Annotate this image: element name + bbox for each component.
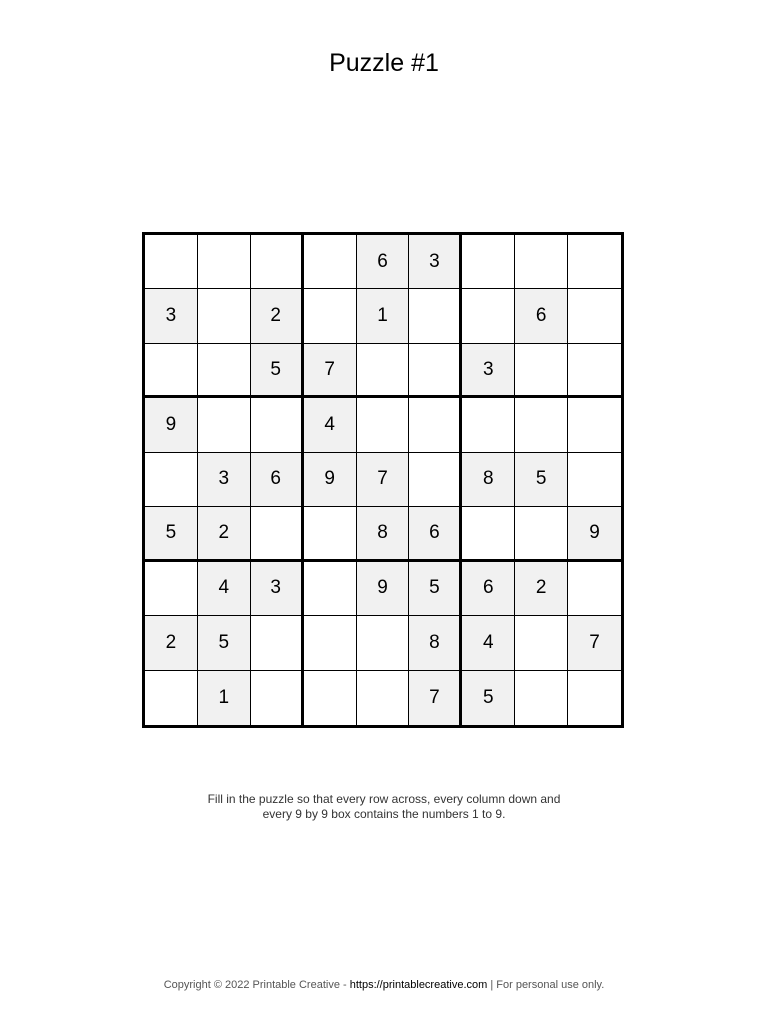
website-link[interactable]: https://printablecreative.com — [349, 979, 488, 991]
sudoku-cell-r1-c4[interactable] — [304, 235, 357, 289]
sudoku-cell-r7-c4[interactable] — [304, 562, 357, 616]
sudoku-cell-r4-c3[interactable] — [251, 398, 304, 452]
sudoku-cell-r8-c6: 8 — [409, 616, 462, 670]
sudoku-grid — [142, 232, 624, 728]
footer — [0, 978, 768, 992]
sudoku-cell-r3-c9[interactable] — [568, 344, 621, 398]
copyright-text: Copyright © 2022 Printable Creative - — [163, 979, 350, 991]
sudoku-cell-r8-c7: 4 — [462, 616, 515, 670]
sudoku-cell-r3-c5[interactable] — [357, 344, 410, 398]
sudoku-cell-r1-c7[interactable] — [462, 235, 515, 289]
sudoku-cell-r3-c7: 3 — [462, 344, 515, 398]
sudoku-cell-r1-c5: 6 — [357, 235, 410, 289]
sudoku-cell-r8-c3[interactable] — [251, 616, 304, 670]
sudoku-cell-r1-c2[interactable] — [198, 235, 251, 289]
sudoku-cell-r9-c6: 7 — [409, 671, 462, 725]
sudoku-cell-r1-c6: 3 — [409, 235, 462, 289]
sudoku-cell-r4-c4: 4 — [304, 398, 357, 452]
sudoku-cell-r1-c1[interactable] — [145, 235, 198, 289]
sudoku-cell-r9-c3[interactable] — [251, 671, 304, 725]
sudoku-cell-r2-c8: 6 — [515, 289, 568, 343]
sudoku-cell-r2-c7[interactable] — [462, 289, 515, 343]
sudoku-cell-r3-c4: 7 — [304, 344, 357, 398]
sudoku-cell-r1-c9[interactable] — [568, 235, 621, 289]
usage-note: | For personal use only. — [487, 979, 605, 991]
sudoku-cell-r2-c4[interactable] — [304, 289, 357, 343]
sudoku-cell-r6-c8[interactable] — [515, 507, 568, 561]
puzzle-title: Puzzle #1 — [329, 49, 439, 77]
sudoku-cell-r8-c8[interactable] — [515, 616, 568, 670]
instructions-line-1: Fill in the puzzle so that every row across, every column down and — [207, 792, 561, 806]
sudoku-cell-r3-c3: 5 — [251, 344, 304, 398]
sudoku-cell-r4-c8[interactable] — [515, 398, 568, 452]
sudoku-cell-r2-c1: 3 — [145, 289, 198, 343]
sudoku-cell-r5-c7: 8 — [462, 453, 515, 507]
sudoku-cell-r5-c1[interactable] — [145, 453, 198, 507]
sudoku-cell-r4-c7[interactable] — [462, 398, 515, 452]
sudoku-cell-r4-c2[interactable] — [198, 398, 251, 452]
sudoku-cell-r5-c4: 9 — [304, 453, 357, 507]
sudoku-cell-r5-c5: 7 — [357, 453, 410, 507]
sudoku-cell-r4-c1: 9 — [145, 398, 198, 452]
sudoku-cell-r3-c6[interactable] — [409, 344, 462, 398]
sudoku-cell-r8-c9: 7 — [568, 616, 621, 670]
sudoku-cell-r2-c5: 1 — [357, 289, 410, 343]
sudoku-cell-r5-c6[interactable] — [409, 453, 462, 507]
sudoku-cell-r7-c6: 5 — [409, 562, 462, 616]
sudoku-cell-r8-c1: 2 — [145, 616, 198, 670]
sudoku-cell-r2-c3: 2 — [251, 289, 304, 343]
sudoku-cell-r1-c8[interactable] — [515, 235, 568, 289]
sudoku-cell-r9-c8[interactable] — [515, 671, 568, 725]
sudoku-cell-r6-c7[interactable] — [462, 507, 515, 561]
sudoku-cell-r6-c1: 5 — [145, 507, 198, 561]
sudoku-cell-r3-c2[interactable] — [198, 344, 251, 398]
sudoku-cell-r6-c9: 9 — [568, 507, 621, 561]
instructions — [184, 792, 584, 822]
instructions-line-2: every 9 by 9 box contains the numbers 1 to 9. — [262, 807, 506, 821]
sudoku-cell-r7-c5: 9 — [357, 562, 410, 616]
sudoku-cell-r4-c9[interactable] — [568, 398, 621, 452]
sudoku-cell-r3-c8[interactable] — [515, 344, 568, 398]
sudoku-cell-r8-c4[interactable] — [304, 616, 357, 670]
sudoku-cell-r9-c9[interactable] — [568, 671, 621, 725]
sudoku-cell-r9-c5[interactable] — [357, 671, 410, 725]
sudoku-cell-r5-c2: 3 — [198, 453, 251, 507]
sudoku-cell-r2-c6[interactable] — [409, 289, 462, 343]
sudoku-cell-r4-c6[interactable] — [409, 398, 462, 452]
sudoku-cell-r9-c4[interactable] — [304, 671, 357, 725]
sudoku-cell-r4-c5[interactable] — [357, 398, 410, 452]
sudoku-cell-r6-c6: 6 — [409, 507, 462, 561]
sudoku-cell-r2-c2[interactable] — [198, 289, 251, 343]
sudoku-cell-r3-c1[interactable] — [145, 344, 198, 398]
sudoku-cell-r5-c9[interactable] — [568, 453, 621, 507]
sudoku-cell-r7-c9[interactable] — [568, 562, 621, 616]
sudoku-cell-r7-c8: 2 — [515, 562, 568, 616]
sudoku-cell-r9-c7: 5 — [462, 671, 515, 725]
sudoku-cell-r7-c2: 4 — [198, 562, 251, 616]
sudoku-cell-r2-c9[interactable] — [568, 289, 621, 343]
sudoku-cell-r8-c2: 5 — [198, 616, 251, 670]
sudoku-cell-r1-c3[interactable] — [251, 235, 304, 289]
sudoku-cell-r6-c3[interactable] — [251, 507, 304, 561]
sudoku-cell-r5-c3: 6 — [251, 453, 304, 507]
sudoku-cell-r9-c1[interactable] — [145, 671, 198, 725]
sudoku-cell-r7-c3: 3 — [251, 562, 304, 616]
sudoku-cell-r9-c2: 1 — [198, 671, 251, 725]
sudoku-cell-r6-c2: 2 — [198, 507, 251, 561]
sudoku-cell-r8-c5[interactable] — [357, 616, 410, 670]
sudoku-cell-r6-c4[interactable] — [304, 507, 357, 561]
sudoku-cell-r6-c5: 8 — [357, 507, 410, 561]
sudoku-cell-r7-c1[interactable] — [145, 562, 198, 616]
sudoku-cell-r5-c8: 5 — [515, 453, 568, 507]
sudoku-cell-r7-c7: 6 — [462, 562, 515, 616]
